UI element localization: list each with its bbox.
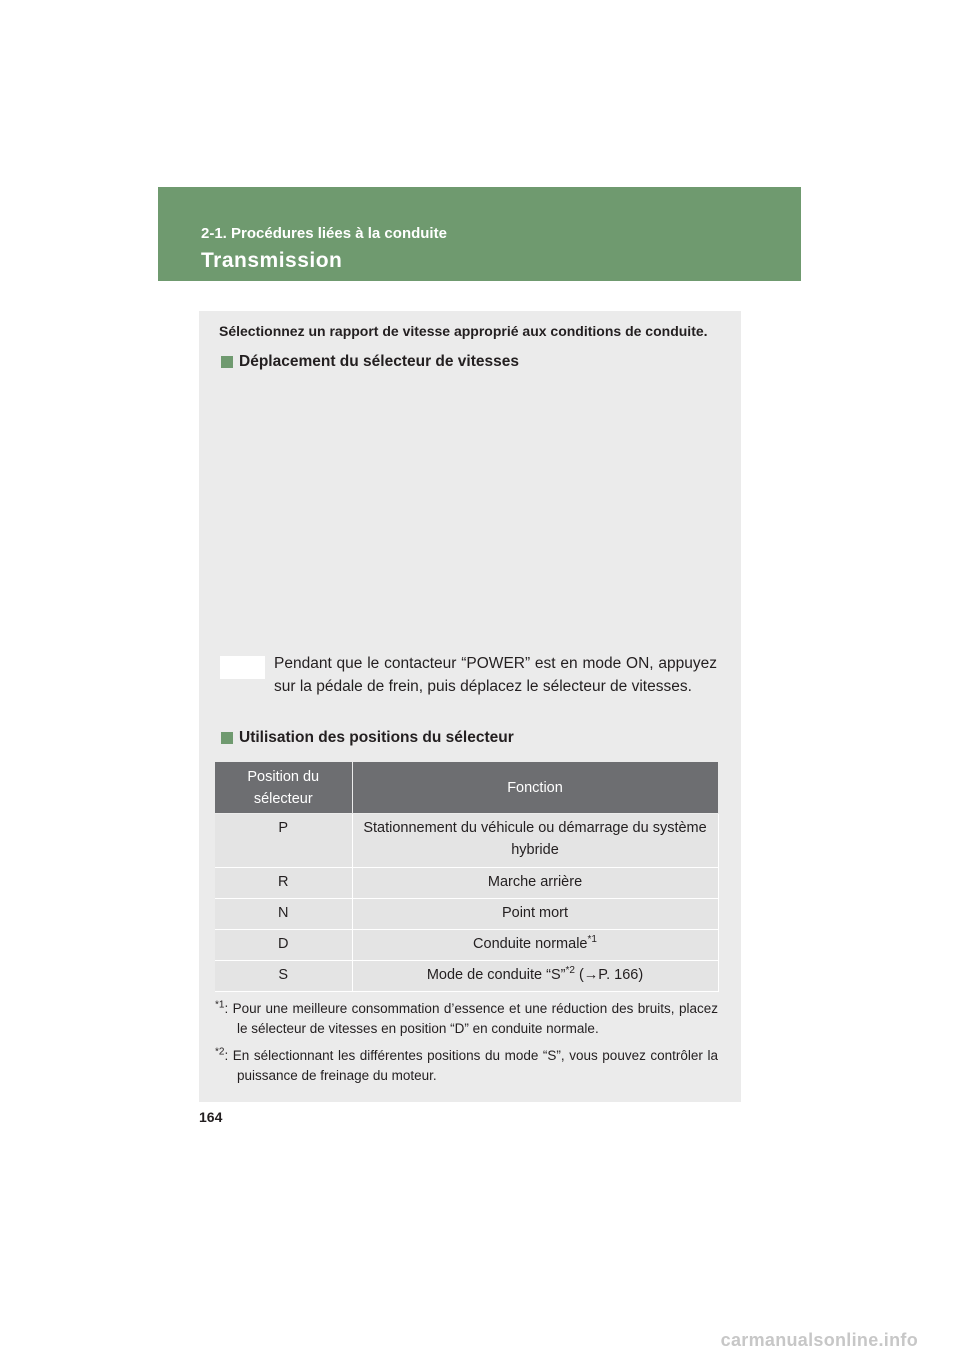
section-heading-shift-lever	[221, 353, 721, 371]
table-row	[215, 961, 718, 992]
function-text: Conduite normale	[473, 936, 588, 952]
shift-position-table	[215, 762, 719, 992]
footnote-ref: *1	[587, 934, 597, 946]
page-number: 164	[199, 1109, 223, 1125]
page-title: Transmission	[201, 249, 343, 272]
table-header-row	[215, 762, 718, 814]
footnote-1	[215, 999, 718, 1039]
content-box	[199, 311, 741, 1102]
footnote-ref: *2	[565, 965, 575, 977]
column-header-position: Position du sélecteur	[215, 762, 352, 814]
footnote-mark: *1	[215, 999, 225, 1011]
section-header	[158, 187, 801, 281]
footnote-text: : En sélectionnant les différentes positions du mode “S”, vous pouvez contrôler la puissance de freinage du moteur.	[224, 1048, 718, 1083]
step-badge	[220, 656, 265, 679]
function-cell: Stationnement du véhicule ou démarrage du système hybride	[352, 814, 718, 868]
section-heading-shift-positions	[221, 729, 721, 747]
table-row	[215, 814, 718, 868]
section-heading-label: Utilisation des positions du sélecteur	[239, 729, 514, 746]
position-cell: S	[215, 961, 352, 992]
function-cell	[352, 961, 718, 992]
table-row	[215, 899, 718, 930]
square-bullet-icon	[221, 356, 233, 368]
footnote-mark: *2	[215, 1046, 225, 1058]
breadcrumb: 2-1. Procédures liées à la conduite	[201, 225, 447, 242]
position-cell: N	[215, 899, 352, 930]
table-row	[215, 868, 718, 899]
footnote-text: : Pour une meilleure consommation d’essence et une réduction des bruits, placez le sélecteur de vitesses en position “D” en conduite normale.	[224, 1001, 718, 1036]
footnote-2	[215, 1046, 718, 1086]
step-text: Pendant que le contacteur “POWER” est en mode ON, appuyez sur la pédale de frein, puis déplacez le sélecteur de vitesses.	[274, 655, 717, 695]
function-text: Mode de conduite “S”	[426, 967, 566, 983]
function-cell: Marche arrière	[352, 868, 718, 899]
square-bullet-icon	[221, 732, 233, 744]
section-heading-label: Déplacement du sélecteur de vitesses	[239, 353, 519, 370]
function-cell	[352, 930, 718, 961]
position-cell: R	[215, 868, 352, 899]
function-cell: Point mort	[352, 899, 718, 930]
column-header-function: Fonction	[352, 762, 718, 814]
watermark: carmanualsonline.info	[720, 1330, 918, 1350]
intro-text: Sélectionnez un rapport de vitesse approprié aux conditions de conduite.	[219, 323, 708, 339]
position-cell: D	[215, 930, 352, 961]
position-cell: P	[215, 814, 352, 868]
table-row	[215, 930, 718, 961]
page-reference: (→P. 166)	[574, 967, 644, 983]
